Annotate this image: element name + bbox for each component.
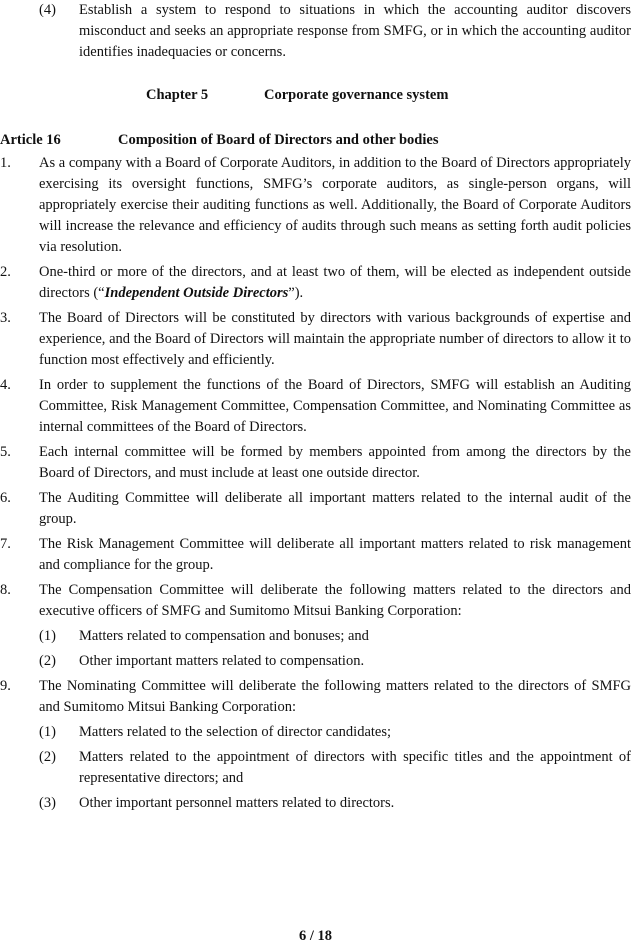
item-text: Establish a system to respond to situations in which the accounting auditor discovers misconduct and seeks an appropriate response from SMFG, or in which the accounting auditor identifies inadequacies or concerns. <box>79 2 631 60</box>
item-number: 3. <box>0 310 11 326</box>
subitem-number: (2) <box>39 653 56 669</box>
defined-term: Independent Outside Directors <box>104 285 289 301</box>
article-subitem-9-3 <box>0 793 631 814</box>
item-text: The Compensation Committee will deliberate the following matters related to the directors and executive officers of SMFG and Sumitomo Mitsui Banking Corporation: <box>39 582 631 619</box>
article-subitem-9-2 <box>0 747 631 789</box>
subitem-number: (1) <box>39 724 56 740</box>
article-item-7 <box>0 534 631 576</box>
carry-over-item-4 <box>0 0 631 63</box>
subitem-text: Other important personnel matters related to directors. <box>79 795 395 811</box>
item-text: Each internal committee will be formed by members appointed from among the directors by the Board of Directors, and must include at least one outside director. <box>39 444 631 481</box>
subitem-number: (1) <box>39 628 56 644</box>
chapter-number: Chapter 5 <box>146 87 209 103</box>
article-item-4 <box>0 375 631 438</box>
subitem-number: (2) <box>39 749 56 765</box>
page-number: 6 / 18 <box>298 928 333 944</box>
article-item-8 <box>0 580 631 622</box>
item-number: 7. <box>0 536 11 552</box>
item-number: 1. <box>0 155 11 171</box>
item-number: 8. <box>0 582 11 598</box>
subitem-text: Matters related to the appointment of directors with specific titles and the appointment of representative directors; and <box>79 749 631 786</box>
subitem-text: Other important matters related to compensation. <box>79 653 365 669</box>
article-item-2 <box>0 262 631 304</box>
item-text: The Risk Management Committee will deliberate all important matters related to risk management and compliance for the group. <box>39 536 631 573</box>
item-number: 6. <box>0 490 11 506</box>
article-subitem-8-2 <box>0 651 631 672</box>
chapter-heading <box>0 85 631 106</box>
item-text: As a company with a Board of Corporate Auditors, in addition to the Board of Directors appropriately exercising its oversight functions, SMFG’s corporate auditors, as single-person organs, will appropriately exercise their auditing functions as well. Additionally, the Board of Corporate Auditors will increase the relevance and efficiency of audits through such means as setting forth audit policies via resolution. <box>39 155 631 255</box>
article-heading <box>0 130 631 151</box>
item-text: The Board of Directors will be constituted by directors with various backgrounds of expertise and experience, and the Board of Directors will maintain the appropriate number of directors to allow it to function most effectively and efficiently. <box>39 310 631 368</box>
subitem-text: Matters related to compensation and bonuses; and <box>79 628 369 644</box>
article-title: Composition of Board of Directors and other bodies <box>118 132 439 148</box>
article-item-9 <box>0 676 631 718</box>
article-subitem-9-1 <box>0 722 631 743</box>
item-text-after: ”). <box>288 285 304 301</box>
item-number: 4. <box>0 377 11 393</box>
item-text: The Nominating Committee will deliberate the following matters related to the directors of SMFG and Sumitomo Mitsui Banking Corporation: <box>39 678 631 715</box>
subitem-text: Matters related to the selection of director candidates; <box>79 724 392 740</box>
subitem-number: (3) <box>39 795 56 811</box>
article-item-6 <box>0 488 631 530</box>
article-number: Article 16 <box>0 132 61 148</box>
article-item-5 <box>0 442 631 484</box>
article-item-1 <box>0 153 631 258</box>
item-number: 9. <box>0 678 11 694</box>
item-number: 2. <box>0 264 11 280</box>
article-subitem-8-1 <box>0 626 631 647</box>
item-text-before: One-third or more of the directors, and at least two of them, will be elected as independent outside directors (“ <box>39 264 631 301</box>
article-item-3 <box>0 308 631 371</box>
item-number: 5. <box>0 444 11 460</box>
item-number: (4) <box>39 2 56 18</box>
chapter-title: Corporate governance system <box>264 87 449 103</box>
item-text: In order to supplement the functions of the Board of Directors, SMFG will establish an Auditing Committee, Risk Management Committee, Compensation Committee, and Nominating Committee as internal committees of the Board of Directors. <box>39 377 631 435</box>
item-text: The Auditing Committee will deliberate all important matters related to the internal audit of the group. <box>39 490 631 527</box>
